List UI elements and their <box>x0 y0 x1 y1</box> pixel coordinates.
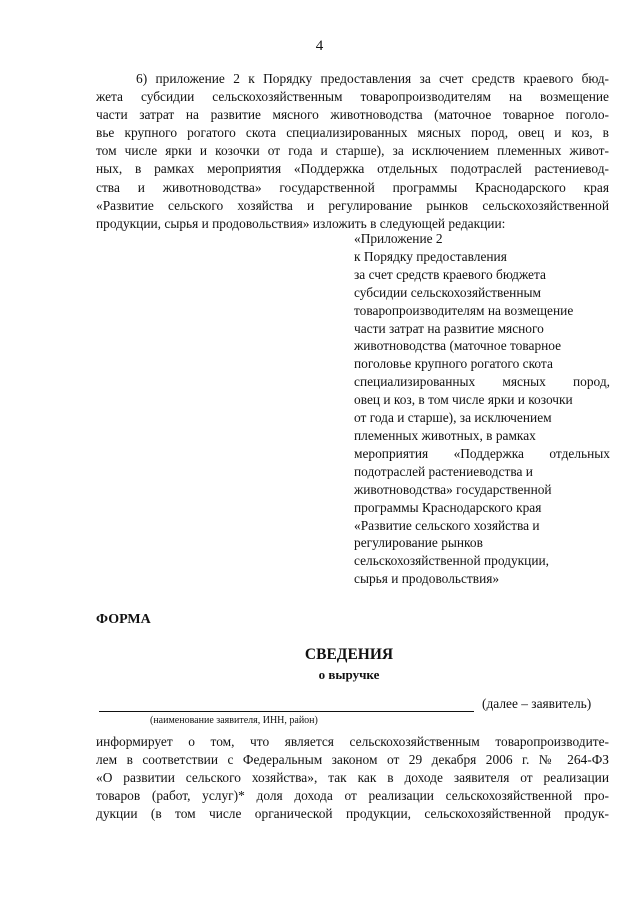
appendix-line: подотраслей растениеводства и <box>354 463 533 479</box>
applicant-hint: (наименование заявителя, ИНН, район) <box>150 715 318 726</box>
appendix-line: программы Краснодарского края <box>354 499 542 515</box>
body-line: информирует о том, что является сельскохозяйственным товаропроизводите- <box>96 734 609 749</box>
intro-line: ства и животноводства» государственной программы Краснодарского края <box>96 179 609 195</box>
appendix-line: субсидии сельскохозяйственным <box>354 284 541 300</box>
body-line: товаров (работ, услуг)* доля дохода от реализации сельскохозяйственной про- <box>96 788 609 804</box>
appendix-line: животноводства» государственной <box>354 481 552 497</box>
appendix-line: к Порядку предоставления <box>354 248 507 264</box>
appendix-line: племенных животных, в рамках <box>354 427 536 443</box>
intro-line: части затрат на развитие мясного животноводства (маточное товарное поголо- <box>96 107 609 123</box>
body-line: лем в соответствии с Федеральным законом от 29 декабря 2006 г. № 264-ФЗ <box>96 752 609 768</box>
appendix-line: от года и старше), за исключением <box>354 410 552 426</box>
intro-line: вье крупного рогатого скота специализированных мясных пород, овец и коз, в <box>96 125 609 141</box>
appendix-line: овец и коз, в том числе ярки и козочки <box>354 392 573 408</box>
appendix-line: «Развитие сельского хозяйства и <box>354 517 540 533</box>
appendix-line: поголовье крупного рогатого скота <box>354 356 553 372</box>
appendix-line: за счет средств краевого бюджета <box>354 266 546 282</box>
appendix-line: части затрат на развитие мясного <box>354 320 544 336</box>
intro-line: «Развитие сельского хозяйства и регулирование рынков сельскохозяйственной <box>96 197 609 213</box>
appendix-line: товаропроизводителям на возмещение <box>354 302 574 318</box>
applicant-suffix: (далее – заявитель) <box>482 696 592 711</box>
body-line: дукции (в том числе органической продукции, сельскохозяйственной продук- <box>96 806 609 822</box>
intro-line: 6) приложение 2 к Порядку предоставления за счет средств краевого бюд- <box>136 71 609 86</box>
body-paragraph <box>96 733 609 823</box>
form-title: СВЕДЕНИЯ <box>304 646 394 663</box>
intro-paragraph <box>96 70 609 233</box>
appendix-header-block <box>354 230 610 588</box>
appendix-line: «Приложение 2 <box>354 231 443 246</box>
form-subtitle: о выручке <box>318 667 380 682</box>
intro-line: ных, в рамках мероприятия «Поддержка отдельных подотраслей растениевод- <box>96 161 609 177</box>
applicant-blank-line <box>99 711 474 712</box>
page-number: 4 <box>315 38 324 54</box>
body-line: «О развитии сельского хозяйства», так как в доходе заявителя от реализации <box>96 770 609 786</box>
appendix-line: мероприятия «Поддержка отдельных <box>354 445 610 461</box>
intro-line: жета субсидии сельскохозяйственным товаропроизводителям на возмещение <box>96 89 609 105</box>
appendix-line: регулирование рынков <box>354 535 483 551</box>
appendix-line: специализированных мясных пород, <box>354 374 610 390</box>
intro-line: продукции, сырья и продовольствия» изложить в следующей редакции: <box>96 215 506 231</box>
intro-line: том числе ярки и козочки от года и старше), за исключением племенных живот- <box>96 143 609 159</box>
form-label: ФОРМА <box>96 612 151 627</box>
appendix-line: животноводства (маточное товарное <box>354 338 562 354</box>
appendix-line: сельскохозяйственной продукции, <box>354 553 550 569</box>
appendix-line: сырья и продовольствия» <box>354 571 500 587</box>
